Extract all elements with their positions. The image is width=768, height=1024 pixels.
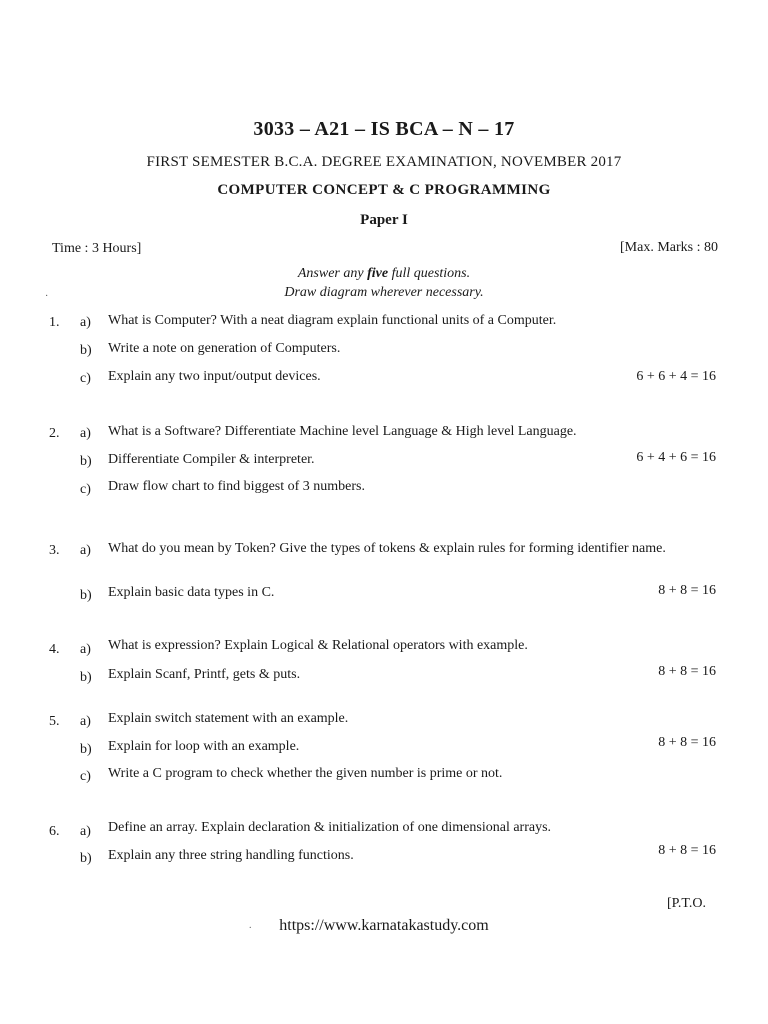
part-label: c) xyxy=(80,482,91,497)
question-text: Explain switch statement with an example. xyxy=(108,711,349,726)
question-text: Write a C program to check whether the given number is prime or not. xyxy=(108,766,503,781)
part-label: a) xyxy=(80,543,91,558)
scan-speck: . xyxy=(249,920,252,931)
question-text: Explain for loop with an example. xyxy=(108,739,300,754)
question-text: Explain Scanf, Printf, gets & puts. xyxy=(108,667,301,682)
question-marks: 6 + 6 + 4 = 16 xyxy=(636,369,716,384)
part-label: a) xyxy=(80,824,91,839)
part-label: a) xyxy=(80,426,91,441)
part-label: b) xyxy=(80,343,92,358)
part-label: c) xyxy=(80,769,91,784)
max-marks: [Max. Marks : 80 xyxy=(620,240,718,255)
part-label: b) xyxy=(80,670,92,685)
question-number: 5. xyxy=(49,714,60,729)
instruction-text: full questions. xyxy=(388,266,471,281)
instruction-line-2: Draw diagram wherever necessary. xyxy=(284,285,484,300)
question-text: What is a Software? Differentiate Machine level Language & High level Language. xyxy=(108,424,577,439)
question-text: Define an array. Explain declaration & initialization of one dimensional arrays. xyxy=(108,820,552,835)
time-allowed: Time : 3 Hours] xyxy=(52,241,142,256)
exam-title: FIRST SEMESTER B.C.A. DEGREE EXAMINATION, NOVEMBER 2017 xyxy=(146,154,622,170)
instruction-text: Answer any xyxy=(297,266,368,281)
question-text: Draw flow chart to find biggest of 3 numbers. xyxy=(108,479,365,494)
footer-url[interactable]: https://www.karnatakastudy.com xyxy=(279,917,489,934)
part-label: a) xyxy=(80,642,91,657)
question-number: 1. xyxy=(49,315,60,330)
question-number: 6. xyxy=(49,824,60,839)
part-label: a) xyxy=(80,714,91,729)
question-marks: 8 + 8 = 16 xyxy=(658,735,716,750)
question-text: Explain any three string handling functions. xyxy=(108,848,354,863)
question-number: 3. xyxy=(49,543,60,558)
question-text: What is expression? Explain Logical & Relational operators with example. xyxy=(108,638,528,653)
scan-speck: · xyxy=(45,291,49,302)
part-label: c) xyxy=(80,371,91,386)
question-text: What do you mean by Token? Give the types of tokens & explain rules for forming identifier name. xyxy=(108,541,666,556)
subject-title: COMPUTER CONCEPT & C PROGRAMMING xyxy=(217,182,551,198)
part-label: b) xyxy=(80,454,92,469)
part-label: b) xyxy=(80,851,92,866)
question-number: 2. xyxy=(49,426,60,441)
question-marks: 8 + 8 = 16 xyxy=(658,843,716,858)
question-marks: 8 + 8 = 16 xyxy=(658,664,716,679)
instruction-emphasis: five xyxy=(367,266,389,281)
question-text: Differentiate Compiler & interpreter. xyxy=(108,452,315,467)
part-label: b) xyxy=(80,742,92,757)
part-label: a) xyxy=(80,315,91,330)
question-marks: 6 + 4 + 6 = 16 xyxy=(636,450,716,465)
please-turn-over: [P.T.O. xyxy=(666,896,706,911)
question-text: Write a note on generation of Computers. xyxy=(108,341,341,356)
paper-code: 3033 – A21 – IS BCA – N – 17 xyxy=(253,118,515,140)
paper-number: Paper I xyxy=(360,212,408,228)
question-text: Explain any two input/output devices. xyxy=(108,369,321,384)
question-marks: 8 + 8 = 16 xyxy=(658,583,716,598)
question-number: 4. xyxy=(49,642,60,657)
part-label: b) xyxy=(80,588,92,603)
instruction-line-1 xyxy=(0,266,768,282)
question-text: Explain basic data types in C. xyxy=(108,585,275,600)
question-text: What is Computer? With a neat diagram explain functional units of a Computer. xyxy=(108,313,557,328)
